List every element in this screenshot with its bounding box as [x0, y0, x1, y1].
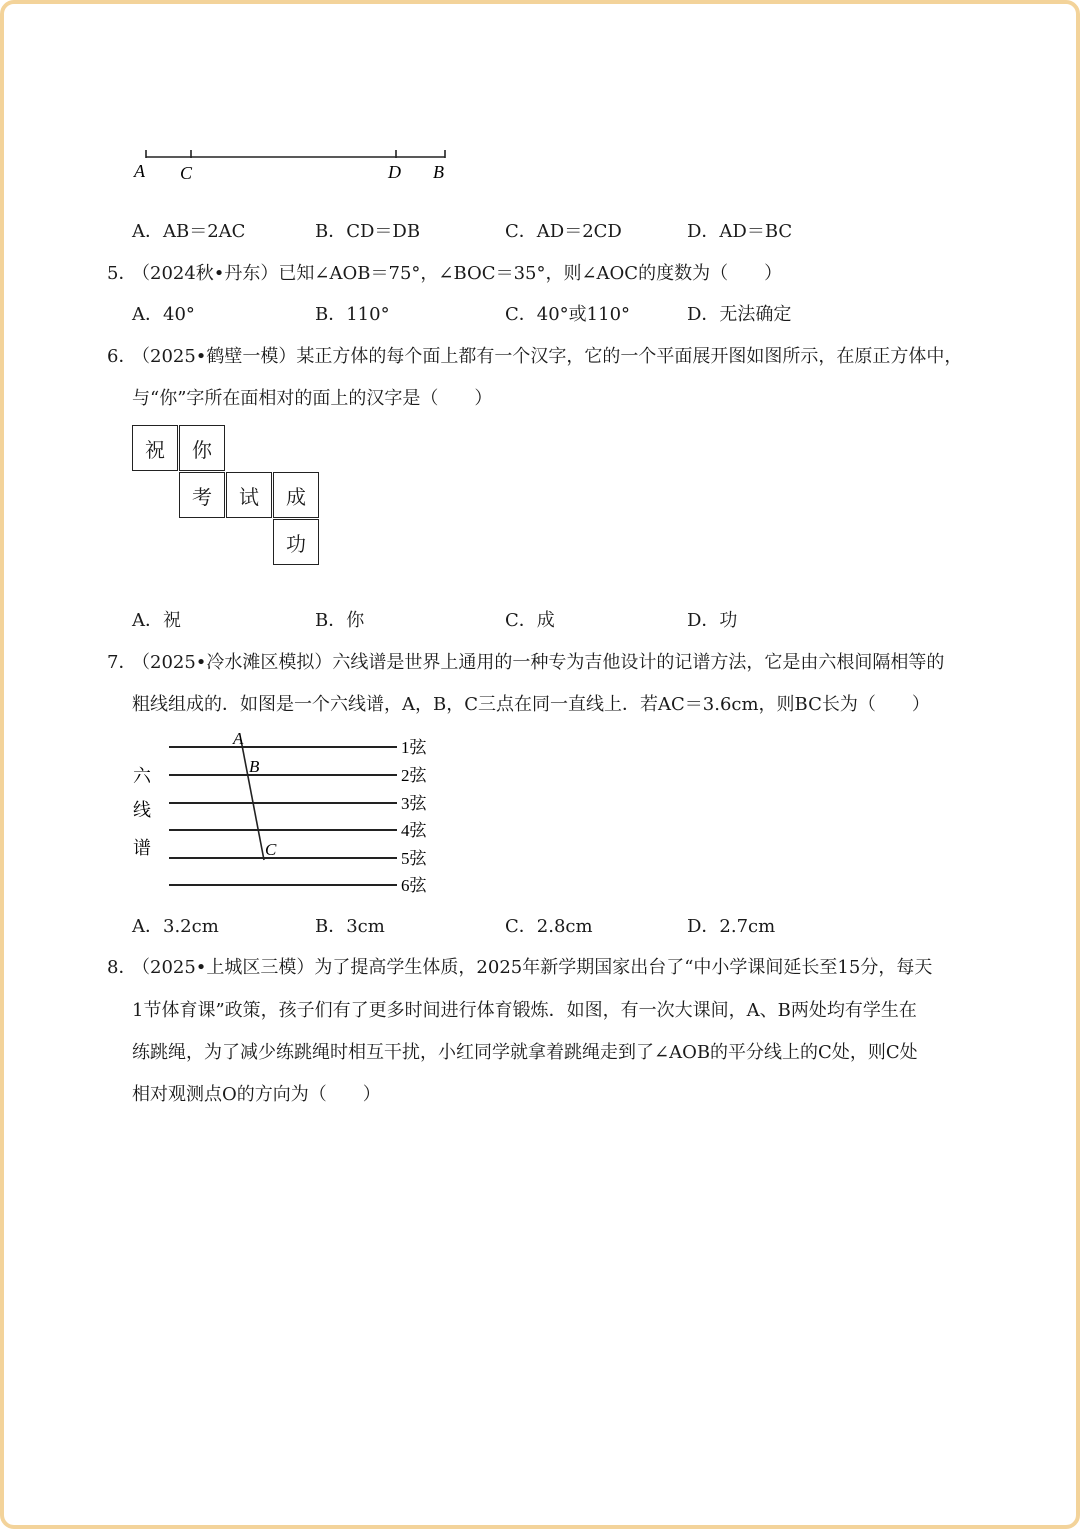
- q6-stem-line1: （2025•鹤壁一模）某正方体的每个面上都有一个汉字，它的一个平面展开图如图所示，在原正方体中，: [132, 346, 963, 367]
- q7-option-a: A．3.2cm: [132, 916, 219, 937]
- point-label-a: A: [134, 161, 145, 181]
- q5-option-b: B．110°: [315, 304, 390, 325]
- string-label-1: 1弦: [401, 738, 427, 757]
- q7-stem-line1: （2025•冷水滩区模拟）六线谱是世界上通用的一种专为吉他设计的记谱方法，它是由六根间隔相等的: [132, 652, 945, 673]
- string-label-5: 5弦: [401, 849, 427, 868]
- net-cell-zhu: 祝: [132, 425, 178, 471]
- q5-option-d: D．无法确定: [687, 304, 792, 325]
- point-label-d: D: [388, 162, 401, 182]
- q4-option-b: B．CD＝DB: [315, 221, 421, 242]
- q7-option-c: C．2.8cm: [505, 916, 593, 937]
- string-label-3: 3弦: [401, 794, 427, 813]
- string-label-6: 6弦: [401, 876, 427, 895]
- q4-option-a: A．AB＝2AC: [132, 221, 246, 242]
- q7-number: 7．: [107, 652, 137, 673]
- string-label-4: 4弦: [401, 821, 427, 840]
- point-label-c: C: [180, 163, 193, 183]
- tab-point-c: C: [265, 840, 277, 859]
- q8-line1: （2025•上城区三模）为了提高学生体质，2025年新学期国家出台了“中小学课间延长至15分，每天: [132, 957, 933, 978]
- six-line-tab-diagram: [129, 726, 449, 901]
- cube-net-diagram: [132, 425, 324, 567]
- q6-number: 6．: [107, 346, 137, 367]
- q7-option-b: B．3cm: [315, 916, 385, 937]
- q4-option-c: C．AD＝2CD: [505, 221, 622, 242]
- q6-option-b: B．你: [315, 610, 365, 631]
- net-cell-cheng: 成: [273, 472, 319, 518]
- tab-point-a: A: [233, 729, 244, 748]
- q8-line4: 相对观测点O的方向为（ ）: [132, 1084, 381, 1105]
- tab-point-b: B: [249, 757, 260, 776]
- net-cell-ni: 你: [179, 425, 225, 471]
- tab-side-label-liu: 六: [133, 766, 151, 786]
- q5-stem: （2024秋•丹东）已知∠AOB＝75°，∠BOC＝35°，则∠AOC的度数为（ ）: [132, 263, 783, 284]
- net-cell-kao: 考: [179, 472, 225, 518]
- q5-option-a: A．40°: [132, 304, 195, 325]
- q6-option-d: D．功: [687, 610, 738, 631]
- point-label-b: B: [433, 162, 444, 182]
- q8-line2: 1节体育课”政策，孩子们有了更多时间进行体育锻炼．如图，有一次大课间，A、B两处均有学生在: [132, 1000, 917, 1021]
- segment-diagram: [132, 144, 462, 189]
- net-cell-shi: 试: [226, 472, 272, 518]
- q6-option-a: A．祝: [132, 610, 181, 631]
- tab-side-label-pu: 谱: [133, 838, 151, 858]
- net-cell-gong: 功: [273, 519, 319, 565]
- q4-option-d: D．AD＝BC: [687, 221, 793, 242]
- tab-side-label-xian: 线: [133, 800, 151, 820]
- q5-option-c: C．40°或110°: [505, 304, 631, 325]
- q8-line3: 练跳绳，为了减少练跳绳时相互干扰，小红同学就拿着跳绳走到了∠AOB的平分线上的C处，则C处: [132, 1042, 918, 1063]
- q6-option-c: C．成: [505, 610, 555, 631]
- q6-stem-line2: 与“你”字所在面相对的面上的汉字是（ ）: [132, 388, 493, 409]
- q8-number: 8．: [107, 957, 137, 978]
- q5-number: 5．: [107, 263, 137, 284]
- q7-option-d: D．2.7cm: [687, 916, 776, 937]
- q7-stem-line2: 粗线组成的．如图是一个六线谱，A，B，C三点在同一直线上．若AC＝3.6cm，则BC长为（ ）: [132, 694, 930, 715]
- string-label-2: 2弦: [401, 766, 427, 785]
